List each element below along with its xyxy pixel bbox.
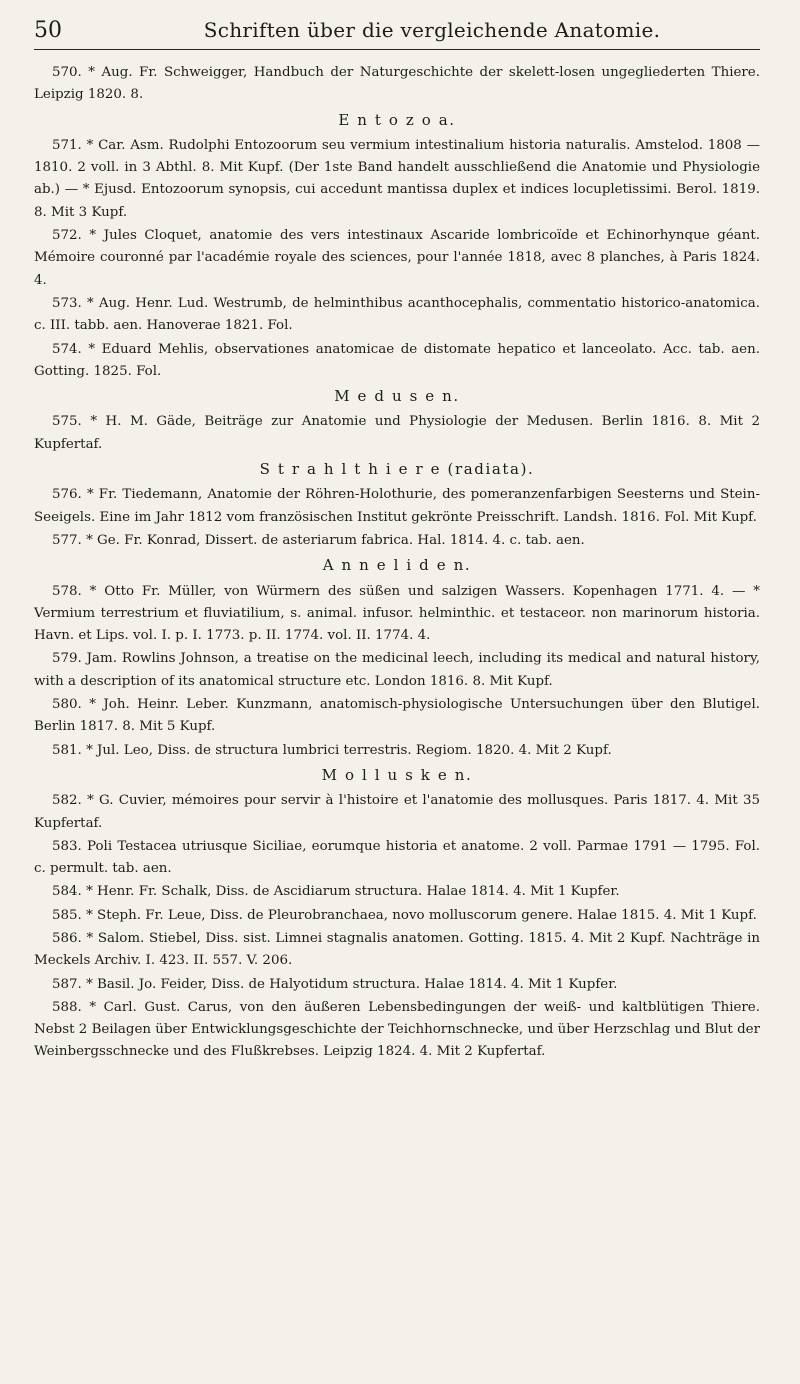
section-heading: M o l l u s k e n.: [321, 765, 473, 784]
bibliography-entry: 573. * Aug. Henr. Lud. Westrumb, de helminthibus acanthocephalis, commentatio historico-anatomica. c. III. tabb. aen. Hanoverae 1821. Fol.: [34, 295, 760, 334]
bibliography-entry: 578. * Otto Fr. Müller, von Würmern des süßen und salzigen Wassers. Kopenhagen 1771. 4. — * Vermium terrestrium et fluviatilium, s. animal. infusor. helminthic. et testaceor. non marinorum historia. Havn. et Lips. vol. I. p. I. 1773. p. II. 1774. vol. II. 1774. 4.: [34, 583, 760, 644]
bibliography-entry: 585. * Steph. Fr. Leue, Diss. de Pleurobranchaea, novo molluscorum genere. Halae 1815. 4. Mit 1 Kupf.: [52, 907, 757, 923]
running-title: Schriften über die vergleichende Anatomie.: [203, 18, 661, 42]
bibliography-entry: 570. * Aug. Fr. Schweigger, Handbuch der Naturgeschichte der skelett-losen ungegliederten Thiere. Leipzig 1820. 8.: [34, 65, 760, 103]
bibliography-entry: 576. * Fr. Tiedemann, Anatomie der Röhren-Holothurie, des pomeranzenfarbigen Seesterns und Stein-Seeigels. Eine im Jahr 1812 vom französischen Institut gekrönte Preisschrift. Landsh. 1816. Fol. Mit Kupf.: [34, 487, 760, 525]
bibliography-entry: 584. * Henr. Fr. Schalk, Diss. de Ascidiarum structura. Halae 1814. 4. Mit 1 Kupfer.: [52, 884, 620, 900]
bibliography-entry: 586. * Salom. Stiebel, Diss. sist. Limnei stagnalis anatomen. Gotting. 1815. 4. Mit 2 Kupf. Nachträge in Meckels Archiv. I. 423. II. 557. V. 206.: [34, 930, 760, 969]
section-heading: A n n e l i d e n.: [322, 556, 472, 575]
bibliography-entry: 575. * H. M. Gäde, Beiträge zur Anatomie und Physiologie der Medusen. Berlin 1816. 8. Mit 2 Kupfertaf.: [34, 414, 760, 452]
bibliography-entry: 583. Poli Testacea utriusque Siciliae, eorumque historia et anatome. 2 voll. Parmae 1791 — 1795. Fol. c. permult. tab. aen.: [34, 838, 760, 877]
bibliography-entry: 577. * Ge. Fr. Konrad, Dissert. de asteriarum fabrica. Hal. 1814. 4. c. tab. aen.: [52, 532, 585, 548]
page-number: 50: [34, 18, 62, 43]
bibliography-entry: 580. * Joh. Heinr. Leber. Kunzmann, anatomisch-physiologische Untersuchungen über den Blutigel. Berlin 1817. 8. Mit 5 Kupf.: [34, 697, 760, 735]
bibliography-entry: 582. * G. Cuvier, mémoires pour servir à l'histoire et l'anatomie des mollusques. Paris 1817. 4. Mit 35 Kupfertaf.: [34, 793, 760, 831]
section-heading: E n t o z o a.: [338, 110, 456, 129]
bibliography-entry: 579. Jam. Rowlins Johnson, a treatise on the medicinal leech, including its medical and natural history, with a description of its anatomical structure etc. London 1816. 8. Mit Kupf.: [34, 651, 760, 689]
bibliography-entry: 581. * Jul. Leo, Diss. de structura lumbrici terrestris. Regiom. 1820. 4. Mit 2 Kupf.: [52, 742, 612, 758]
bibliography-entry: 588. * Carl. Gust. Carus, von den äußeren Lebensbedingungen der weiß- und kaltblütigen Thiere. Nebst 2 Beilagen über Entwicklungsgeschichte der Teichhornschnecke, und über Herzschlag und Blut der Weinbergsschnecke und des Flußkrebses. Leipzig 1824. 4. Mit 2 Kupfertaf.: [34, 999, 760, 1060]
bibliography-entry: 571. * Car. Asm. Rudolphi Entozoorum seu vermium intestinalium historia naturalis. Amstelod. 1808 — 1810. 2 voll. in 3 Abthl. 8. Mit Kupf. (Der 1ste Band handelt ausschließend die Anatomie und Physiologie ab.) — * Ejusd. Entozoorum synopsis, cui accedunt mantissa duplex et indices locupletissimi. Berol. 1819. 8. Mit 3 Kupf.: [34, 137, 760, 220]
bibliography-entry: 587. * Basil. Jo. Feider, Diss. de Halyotidum structura. Halae 1814. 4. Mit 1 Kupfer.: [52, 976, 618, 992]
page-header: [34, 18, 760, 50]
bibliography-entry: 574. * Eduard Mehlis, observationes anatomicae de distomate hepatico et lanceolato. Acc. tab. aen. Gotting. 1825. Fol.: [34, 341, 760, 379]
section-heading: S t r a h l t h i e r e (radiata).: [259, 460, 535, 479]
bibliography-entry: 572. * Jules Cloquet, anatomie des vers intestinaux Ascaride lombricoïde et Echinorhynque géant. Mémoire couronné par l'académie royale des sciences, pour l'année 1818, avec 8 planches, à Paris 1824. 4.: [34, 228, 760, 288]
page-body: [34, 62, 760, 1064]
section-heading: M e d u s e n.: [334, 387, 460, 406]
